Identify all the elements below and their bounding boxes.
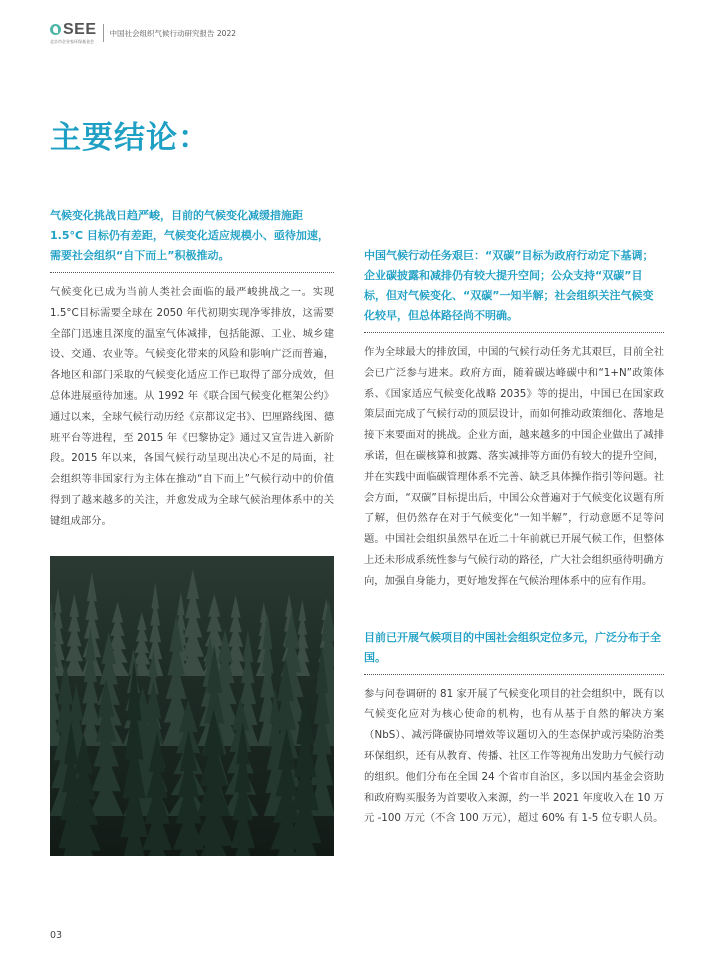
page-number: 03 xyxy=(50,930,63,941)
page-title: 主要结论： xyxy=(50,120,210,156)
page-header xyxy=(50,18,236,48)
section-body-ngo-distribution: 参与问卷调研的 81 家开展了气候变化项目的社会组织中，既有以气候变化应对为核心使命的机构，也有从基于自然的解决方案（NbS）、减污降碳协同增效等议题切入的生态保护或污染防治类环保组织，还有从教育、传播、社区工作等视角出发助力气候行动的组织。他们分布在全国 24 个省市自治区，多以国内基金会资助和政府购买服务为首要收入来源，约一半 2021 年度收入在 10 万元 -100 万元（不含 100 万元），超过 60% 有 1-5 位专职人员。 xyxy=(364,687,664,825)
section-lead-ngo-distribution: 目前已开展气候项目的中国社会组织定位多元，广泛分布于全国。 xyxy=(364,630,661,664)
header-divider xyxy=(103,24,104,42)
see-logo xyxy=(50,22,97,45)
dotted-divider xyxy=(364,674,664,675)
section-body-china-climate-action: 作为全球最大的排放国，中国的气候行动任务尤其艰巨，目前全社会已广泛参与进来。政府方面，随着碳达峰碳中和“1+N”政策体系、《国家适应气候变化战略 2035》等的提出，中国已在国家政策层面完成了气候行动的顶层设计，而如何推动政策细化、落地是接下来要面对的挑战。企业方面，越来越多的中国企业做出了减排承诺，但在碳核算和披露、落实减排等方面仍有较大的提升空间，并在实践中面临碳管理体系不完善、缺乏具体操作指引等问题。社会方面，“双碳”目标提出后，中国公众普遍对于气候变化议题有所了解，但仍然存在对于气候变化“一知半解”，行动意愿不足等问题。中国社会组织虽然早在近二十年前就已开展气候工作，但整体上还未形成系统性参与气候行动的路径，广大社会组织亟待明确方向，加强自身能力，更好地发挥在气候治理体系中的应有作用。 xyxy=(364,346,664,587)
leaf-icon xyxy=(50,24,61,35)
report-title: 中国社会组织气候行动研究报告 2022 xyxy=(109,28,236,38)
section-lead-china-climate-action: 中国气候行动任务艰巨：“双碳”目标为政府行动定下基调；企业碳披露和减排仍有较大提升空间；公众支持“双碳”目标，但对气候变化、“双碳”一知半解；社会组织关注气候变化较早，但总体路径尚不明确。 xyxy=(364,249,654,322)
logo-subtext: 北京市企业家环保基金会 xyxy=(50,38,94,44)
dotted-divider xyxy=(364,332,664,333)
right-column xyxy=(364,246,664,829)
section-body-climate-challenge: 气候变化已成为当前人类社会面临的最严峻挑战之一。实现 1.5°C目标需要全球在 2050 年代初期实现净零排放，这需要全部门迅速且深度的温室气体减排，包括能源、工业、城乡建设、交通、农业等。气候变化带来的风险和影响广泛而普遍，各地区和部门采取的气候变化适应工作已取得了部分成效，但总体进展亟待加速。从 1992 年《联合国气候变化框架公约》通过以来，全球气候行动历经《京都议定书》、巴厘路线图、德班平台等进程，至 2015 年《巴黎协定》通过又宣告进入新阶段。2015 年以来，各国气候行动呈现出决心不足的局面，社会组织等非国家行为主体在推动“自下而上”气候行动中的价值得到了越来越多的关注，并愈发成为全球气候治理体系中的关键组成部分。 xyxy=(50,286,334,527)
logo-text: SEE xyxy=(63,20,97,38)
section-lead-climate-challenge: 气候变化挑战日趋严峻，目前的气候变化减缓措施距 1.5°C 目标仍有差距，气候变化适应规模小、亟待加速，需要社会组织“自下而上”积极推动。 xyxy=(50,209,329,262)
dotted-divider xyxy=(50,272,334,273)
forest-photo xyxy=(50,556,334,856)
left-column xyxy=(50,206,334,532)
